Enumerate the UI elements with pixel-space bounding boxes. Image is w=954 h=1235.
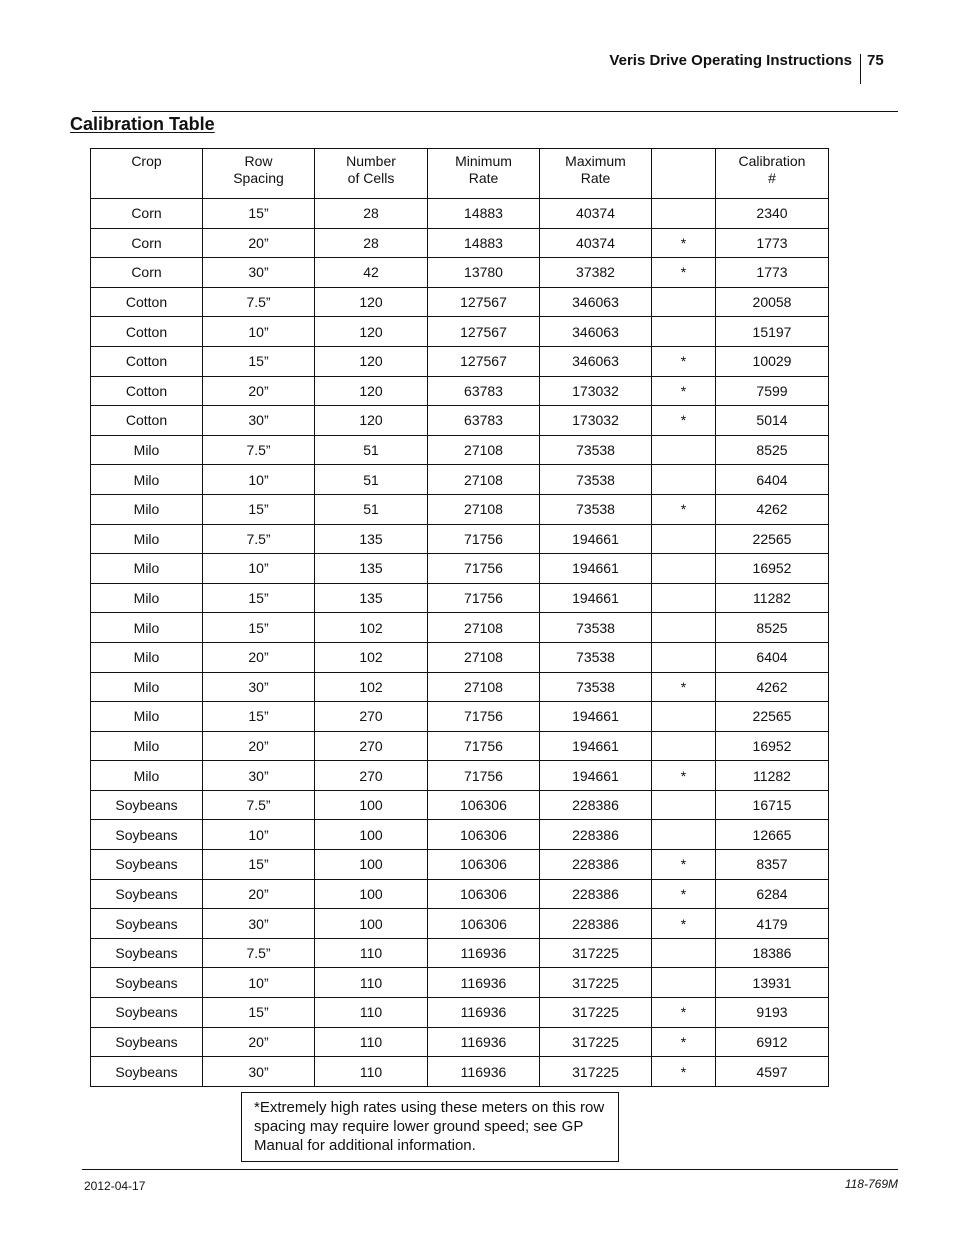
table-cell: 102 <box>315 672 428 702</box>
table-cell: 228386 <box>540 909 652 939</box>
table-row <box>91 524 829 554</box>
table-cell: 7599 <box>716 376 829 406</box>
table-cell <box>652 790 716 820</box>
table-cell: 8525 <box>716 613 829 643</box>
table-cell <box>652 968 716 998</box>
table-cell: 102 <box>315 642 428 672</box>
table-cell <box>652 465 716 495</box>
table-cell: 27108 <box>428 672 540 702</box>
table-cell: 106306 <box>428 790 540 820</box>
table-cell: 51 <box>315 465 428 495</box>
table-cell: Milo <box>91 731 203 761</box>
table-row <box>91 702 829 732</box>
table-cell: 106306 <box>428 820 540 850</box>
table-cell: 100 <box>315 820 428 850</box>
table-row <box>91 790 829 820</box>
table-cell <box>652 820 716 850</box>
table-cell: 40374 <box>540 228 652 258</box>
table-row <box>91 938 829 968</box>
table-row <box>91 968 829 998</box>
table-row <box>91 1027 829 1057</box>
table-cell: 10” <box>203 317 315 347</box>
section-title: Calibration Table <box>70 114 215 134</box>
column-header <box>716 149 829 199</box>
table-cell <box>652 435 716 465</box>
table-cell: 20” <box>203 731 315 761</box>
table-cell: 110 <box>315 998 428 1028</box>
table-cell: 317225 <box>540 1057 652 1087</box>
column-header-line: # <box>768 170 776 186</box>
table-cell: 20” <box>203 228 315 258</box>
table-cell: 28 <box>315 199 428 229</box>
table-cell: 6912 <box>716 1027 829 1057</box>
table-cell: * <box>652 1057 716 1087</box>
column-header-line: Row <box>244 153 273 169</box>
table-cell: 15” <box>203 346 315 376</box>
table-cell: 270 <box>315 761 428 791</box>
table-cell: Soybeans <box>91 998 203 1028</box>
table-cell: 71756 <box>428 702 540 732</box>
table-row <box>91 435 829 465</box>
table-cell: 73538 <box>540 642 652 672</box>
table-row <box>91 494 829 524</box>
table-cell: 15” <box>203 702 315 732</box>
column-header <box>540 149 652 199</box>
table-row <box>91 761 829 791</box>
table-cell <box>652 554 716 584</box>
table-cell: Milo <box>91 554 203 584</box>
table-cell: 30” <box>203 672 315 702</box>
table-cell: 120 <box>315 376 428 406</box>
table-cell: 317225 <box>540 998 652 1028</box>
table-cell: 120 <box>315 406 428 436</box>
table-cell: 173032 <box>540 376 652 406</box>
table-row <box>91 199 829 229</box>
column-header-line: Number <box>346 153 396 169</box>
table-cell: 100 <box>315 850 428 880</box>
table-cell: 42 <box>315 258 428 288</box>
table-cell: 73538 <box>540 465 652 495</box>
table-cell: 30” <box>203 1057 315 1087</box>
column-header <box>315 149 428 199</box>
table-cell: 228386 <box>540 879 652 909</box>
table-cell: * <box>652 761 716 791</box>
table-cell: * <box>652 376 716 406</box>
table-cell: 317225 <box>540 1027 652 1057</box>
table-cell: 120 <box>315 346 428 376</box>
table-row <box>91 998 829 1028</box>
table-cell: 270 <box>315 702 428 732</box>
page-number: 75 <box>867 52 884 69</box>
table-cell: * <box>652 494 716 524</box>
table-row <box>91 406 829 436</box>
table-cell: Milo <box>91 465 203 495</box>
table-cell: 15” <box>203 850 315 880</box>
table-cell: Cotton <box>91 317 203 347</box>
table-cell: 110 <box>315 938 428 968</box>
column-header <box>91 149 203 199</box>
table-cell: 13780 <box>428 258 540 288</box>
table-cell: 27108 <box>428 613 540 643</box>
table-cell: Cotton <box>91 406 203 436</box>
table-cell: Milo <box>91 642 203 672</box>
table-cell: Soybeans <box>91 909 203 939</box>
column-header-line: Rate <box>468 170 499 186</box>
table-cell: 10” <box>203 465 315 495</box>
table-cell: * <box>652 998 716 1028</box>
table-cell: 30” <box>203 258 315 288</box>
table-body <box>91 199 829 1087</box>
table-cell: 4262 <box>716 672 829 702</box>
table-cell: 127567 <box>428 346 540 376</box>
table-cell: 37382 <box>540 258 652 288</box>
table-cell: 127567 <box>428 317 540 347</box>
table-row <box>91 1057 829 1087</box>
footer-date: 2012-04-17 <box>84 1179 146 1193</box>
table-cell: 194661 <box>540 731 652 761</box>
table-cell: 30” <box>203 406 315 436</box>
table-row <box>91 879 829 909</box>
table-cell: Cotton <box>91 287 203 317</box>
table-cell: 20” <box>203 1027 315 1057</box>
table-cell: 11282 <box>716 761 829 791</box>
table-cell: 228386 <box>540 820 652 850</box>
table-row <box>91 731 829 761</box>
column-header-line: Crop <box>131 153 162 169</box>
table-cell <box>652 702 716 732</box>
table-cell: 15” <box>203 494 315 524</box>
table-cell: * <box>652 909 716 939</box>
table-cell: 120 <box>315 287 428 317</box>
table-row <box>91 613 829 643</box>
table-cell: 8525 <box>716 435 829 465</box>
table-cell: Milo <box>91 672 203 702</box>
table-cell: 15” <box>203 583 315 613</box>
table-cell: 15” <box>203 613 315 643</box>
calibration-table <box>90 148 829 1087</box>
column-header <box>652 149 716 199</box>
table-row <box>91 850 829 880</box>
table-cell: 51 <box>315 494 428 524</box>
footnote-box: *Extremely high rates using these meters on this row spacing may require lower ground speed; see GP Manual for additional information. <box>241 1092 619 1162</box>
table-cell: 15” <box>203 998 315 1028</box>
table-cell: 106306 <box>428 909 540 939</box>
table-cell: 10029 <box>716 346 829 376</box>
table-cell: 127567 <box>428 287 540 317</box>
table-cell: Soybeans <box>91 1027 203 1057</box>
table-cell: 4179 <box>716 909 829 939</box>
column-header-line: of Cells <box>347 170 395 186</box>
table-cell: 71756 <box>428 731 540 761</box>
table-cell: 4597 <box>716 1057 829 1087</box>
column-header-line: Maximum <box>565 153 626 169</box>
table-cell: Milo <box>91 761 203 791</box>
table-cell: 4262 <box>716 494 829 524</box>
table-cell: 194661 <box>540 761 652 791</box>
table-cell: 9193 <box>716 998 829 1028</box>
table-cell: 5014 <box>716 406 829 436</box>
table-cell: 6284 <box>716 879 829 909</box>
table-cell <box>652 613 716 643</box>
table-cell: 28 <box>315 228 428 258</box>
table-cell: 116936 <box>428 998 540 1028</box>
table-cell: 16952 <box>716 554 829 584</box>
table-cell: 100 <box>315 790 428 820</box>
table-cell: * <box>652 850 716 880</box>
table-row <box>91 642 829 672</box>
table-cell: 71756 <box>428 524 540 554</box>
table-cell: 14883 <box>428 199 540 229</box>
table-cell: 18386 <box>716 938 829 968</box>
table-cell: 2340 <box>716 199 829 229</box>
table-cell: 27108 <box>428 465 540 495</box>
table-cell: Milo <box>91 494 203 524</box>
column-header <box>428 149 540 199</box>
table-cell: 10” <box>203 820 315 850</box>
table-cell: 194661 <box>540 524 652 554</box>
table-cell: Corn <box>91 228 203 258</box>
table-cell: 116936 <box>428 1057 540 1087</box>
table-cell: 116936 <box>428 1027 540 1057</box>
table-cell: 27108 <box>428 494 540 524</box>
table-cell: 63783 <box>428 406 540 436</box>
table-cell: 10” <box>203 968 315 998</box>
table-cell: Soybeans <box>91 820 203 850</box>
table-cell: 15” <box>203 199 315 229</box>
table-cell: 1773 <box>716 228 829 258</box>
table-cell: 7.5” <box>203 790 315 820</box>
table-cell: 63783 <box>428 376 540 406</box>
table-cell: 346063 <box>540 346 652 376</box>
table-row <box>91 258 829 288</box>
table-cell: 71756 <box>428 761 540 791</box>
table-header-row <box>91 149 829 199</box>
table-cell <box>652 524 716 554</box>
table-cell: 100 <box>315 879 428 909</box>
table-cell: Soybeans <box>91 879 203 909</box>
table-cell: 106306 <box>428 879 540 909</box>
table-cell: 194661 <box>540 554 652 584</box>
table-cell: 16715 <box>716 790 829 820</box>
table-cell: 73538 <box>540 613 652 643</box>
table-cell: 73538 <box>540 494 652 524</box>
table-cell: 27108 <box>428 435 540 465</box>
table-cell: 22565 <box>716 524 829 554</box>
table-cell: 317225 <box>540 968 652 998</box>
table-cell: 8357 <box>716 850 829 880</box>
table-cell: Milo <box>91 524 203 554</box>
table-cell: 71756 <box>428 554 540 584</box>
table-row <box>91 820 829 850</box>
table-row <box>91 228 829 258</box>
table-cell: 317225 <box>540 938 652 968</box>
table-cell <box>652 938 716 968</box>
column-header-line: Spacing <box>233 170 284 186</box>
header-separator <box>860 54 861 84</box>
table-cell: 7.5” <box>203 435 315 465</box>
table-cell: 102 <box>315 613 428 643</box>
table-cell: 20” <box>203 879 315 909</box>
table-row <box>91 465 829 495</box>
table-row <box>91 554 829 584</box>
table-cell: 110 <box>315 968 428 998</box>
table-cell: 116936 <box>428 968 540 998</box>
table-cell: 194661 <box>540 583 652 613</box>
table-cell: 173032 <box>540 406 652 436</box>
table-cell: 194661 <box>540 702 652 732</box>
table-cell: 30” <box>203 761 315 791</box>
table-cell: Milo <box>91 613 203 643</box>
table-cell: 116936 <box>428 938 540 968</box>
table-cell: 228386 <box>540 790 652 820</box>
table-cell: 11282 <box>716 583 829 613</box>
table-cell: Soybeans <box>91 1057 203 1087</box>
table-cell: Milo <box>91 702 203 732</box>
table-cell: Milo <box>91 435 203 465</box>
column-header-line: Minimum <box>455 153 512 169</box>
table-cell: 16952 <box>716 731 829 761</box>
table-cell: 6404 <box>716 642 829 672</box>
table-row <box>91 376 829 406</box>
bottom-rule <box>82 1169 898 1170</box>
table-cell: * <box>652 879 716 909</box>
table-cell: * <box>652 228 716 258</box>
table-cell: 228386 <box>540 850 652 880</box>
table-row <box>91 909 829 939</box>
table-cell: 14883 <box>428 228 540 258</box>
table-cell: 71756 <box>428 583 540 613</box>
table-cell: 7.5” <box>203 938 315 968</box>
table-cell <box>652 317 716 347</box>
table-cell: 110 <box>315 1057 428 1087</box>
table-cell: 27108 <box>428 642 540 672</box>
table-cell: 6404 <box>716 465 829 495</box>
table-cell: * <box>652 346 716 376</box>
table-cell: Cotton <box>91 346 203 376</box>
table-cell: 20” <box>203 376 315 406</box>
table-cell <box>652 199 716 229</box>
table-cell: 135 <box>315 554 428 584</box>
table-cell: 13931 <box>716 968 829 998</box>
table-cell: 30” <box>203 909 315 939</box>
table-cell: 73538 <box>540 435 652 465</box>
column-header <box>203 149 315 199</box>
table-cell: 100 <box>315 909 428 939</box>
column-header-line: Calibration <box>738 153 806 169</box>
table-cell: Soybeans <box>91 790 203 820</box>
table-cell: 20” <box>203 642 315 672</box>
table-cell: Milo <box>91 583 203 613</box>
top-rule <box>92 111 898 112</box>
header-title: Veris Drive Operating Instructions <box>609 52 852 69</box>
table-cell: 346063 <box>540 287 652 317</box>
table-cell: * <box>652 672 716 702</box>
table-row <box>91 346 829 376</box>
table-cell: 110 <box>315 1027 428 1057</box>
table-cell: Corn <box>91 258 203 288</box>
table-cell: Soybeans <box>91 850 203 880</box>
table-cell: 7.5” <box>203 524 315 554</box>
table-cell: 135 <box>315 524 428 554</box>
table-row <box>91 672 829 702</box>
column-header-line: Rate <box>580 170 611 186</box>
table-cell: Soybeans <box>91 938 203 968</box>
table-cell: 12665 <box>716 820 829 850</box>
table-cell: 1773 <box>716 258 829 288</box>
table-row <box>91 287 829 317</box>
table-cell: 51 <box>315 435 428 465</box>
table-cell: 15197 <box>716 317 829 347</box>
table-cell: 270 <box>315 731 428 761</box>
table-cell: 106306 <box>428 850 540 880</box>
table-cell: * <box>652 258 716 288</box>
table-cell: Corn <box>91 199 203 229</box>
table-cell: 120 <box>315 317 428 347</box>
table-cell: 22565 <box>716 702 829 732</box>
table-cell: Cotton <box>91 376 203 406</box>
table-row <box>91 317 829 347</box>
table-cell <box>652 731 716 761</box>
table-cell: 346063 <box>540 317 652 347</box>
table-cell: 73538 <box>540 672 652 702</box>
footer-doc-number: 118-769M <box>844 1177 898 1191</box>
table-cell: * <box>652 1027 716 1057</box>
table-row <box>91 583 829 613</box>
table-cell: 20058 <box>716 287 829 317</box>
table-cell: 10” <box>203 554 315 584</box>
table-cell: Soybeans <box>91 968 203 998</box>
table-cell <box>652 583 716 613</box>
table-cell <box>652 287 716 317</box>
table-cell: 40374 <box>540 199 652 229</box>
table-cell: 7.5” <box>203 287 315 317</box>
table-cell <box>652 642 716 672</box>
table-cell: * <box>652 406 716 436</box>
table-cell: 135 <box>315 583 428 613</box>
